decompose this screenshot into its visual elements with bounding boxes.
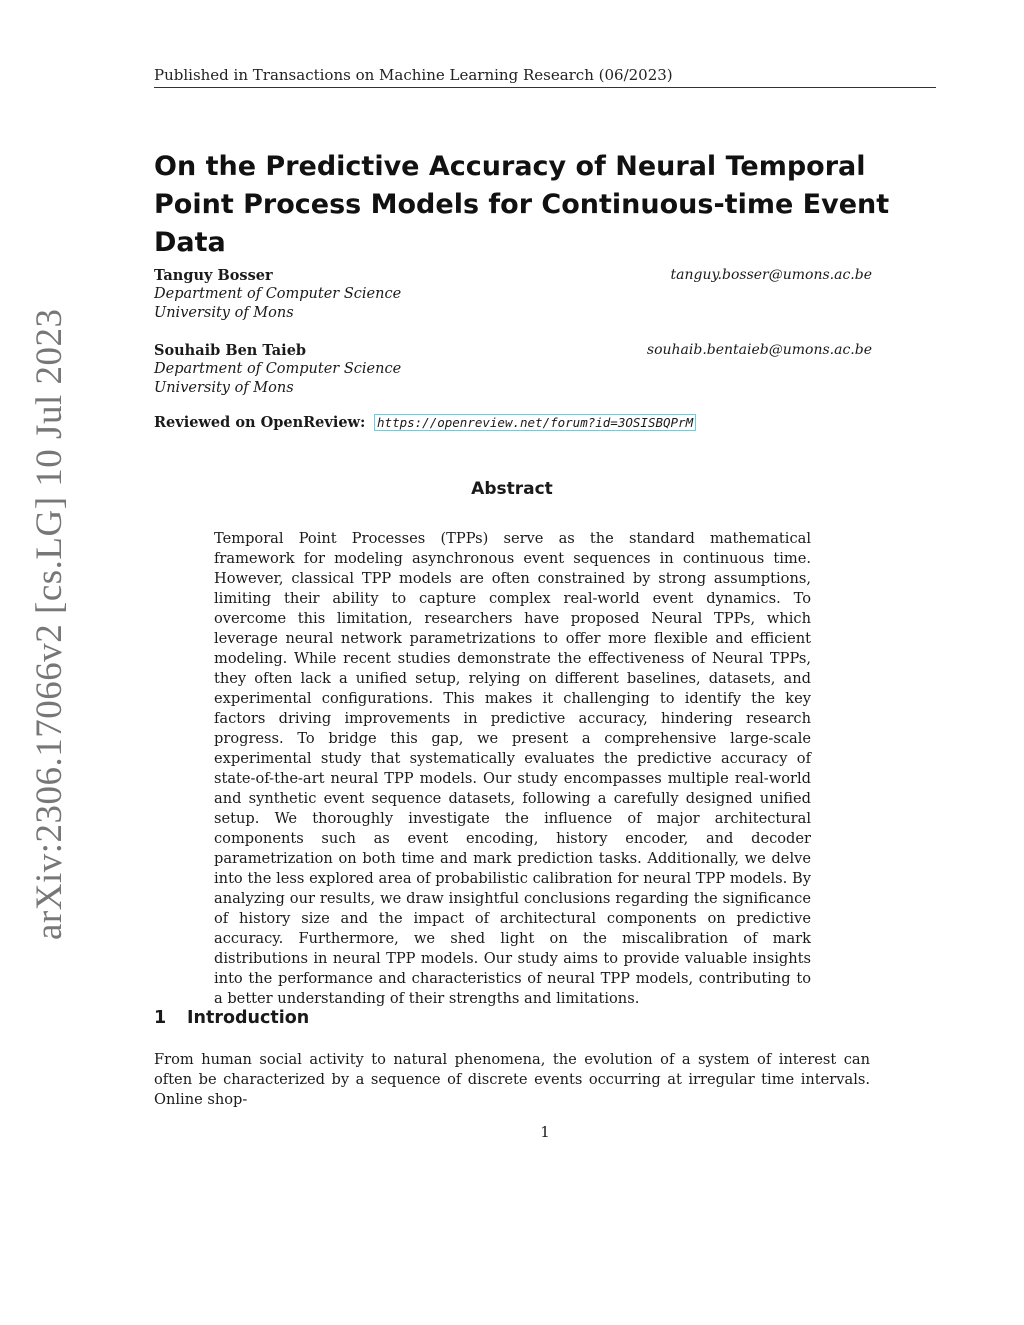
reviewed-on-openreview — [154, 414, 696, 431]
section-title: Introduction — [187, 1008, 310, 1028]
author-name: Souhaib Ben Taieb — [154, 342, 307, 359]
author-department: Department of Computer Science — [154, 361, 402, 377]
author-name: Tanguy Bosser — [154, 267, 273, 284]
abstract-text: Temporal Point Processes (TPPs) serve as the standard mathematical framework for modeling asynchronous event sequences in continuous time. However, classical TPP models are often constrained by strong assumptions, limiting their ability to capture complex real-world event dynamics. To overcome this limitation, researchers have proposed Neural TPPs, which leverage neural network parametrizations to offer more flexible and efficient modeling. While recent studies demonstrate the effectiveness of Neural TPPs, they often lack a unified setup, relying on different baselines, datasets, and experimental configurations. This makes it challenging to identify the key factors driving improvements in predictive accuracy, hindering research progress. To bridge this gap, we present a comprehensive large-scale experimental study that systematically evaluates the predictive accuracy of state-of-the-art neural TPP models. Our study encompasses multiple real-world and synthetic event sequence datasets, following a carefully designed unified setup. We thoroughly investigate the influence of major architectural components such as event encoding, history encoder, and decoder parametrization on both time and mark prediction tasks. Additionally, we delve into the less explored area of probabilistic calibration for neural TPP models. By analyzing our results, we draw insightful conclusions regarding the significance of history size and the impact of architectural components on predictive accuracy. Furthermore, we shed light on the miscalibration of mark distributions in neural TPP models. Our study aims to provide valuable insights into the performance and characteristics of neural TPP models, contributing to a better understanding of their strengths and limitations. — [214, 530, 811, 1007]
arxiv-side-stamp: arXiv:2306.17066v2 [cs.LG] 10 Jul 2023 — [29, 308, 70, 940]
author-department: Department of Computer Science — [154, 286, 402, 302]
author-block-2 — [154, 341, 872, 398]
author-email[interactable]: souhaib.bentaieb@umons.ac.be — [646, 342, 872, 358]
author-email[interactable]: tanguy.bosser@umons.ac.be — [670, 267, 872, 283]
introduction-text: From human social activity to natural phenomena, the evolution of a system of interest can often be characterized by a sequence of discrete events occurring at irregular time intervals. Online shop- — [154, 1051, 870, 1108]
review-label: Reviewed on OpenReview: — [154, 414, 366, 431]
author-university: University of Mons — [154, 305, 294, 321]
section-number: 1 — [154, 1008, 167, 1028]
author-university: University of Mons — [154, 380, 294, 396]
header-rule — [154, 87, 936, 88]
openreview-link[interactable]: https://openreview.net/forum?id=3OSISBQPrM — [374, 414, 696, 431]
abstract-heading: Abstract — [471, 479, 553, 499]
running-header: Published in Transactions on Machine Learning Research (06/2023) — [154, 66, 673, 84]
paper-title: On the Predictive Accuracy of Neural Temporal Point Process Models for Continuous-time Event Data — [154, 151, 890, 258]
page-number: 1 — [540, 1123, 550, 1141]
section-heading-introduction — [154, 1008, 309, 1028]
author-block-1 — [154, 266, 872, 323]
